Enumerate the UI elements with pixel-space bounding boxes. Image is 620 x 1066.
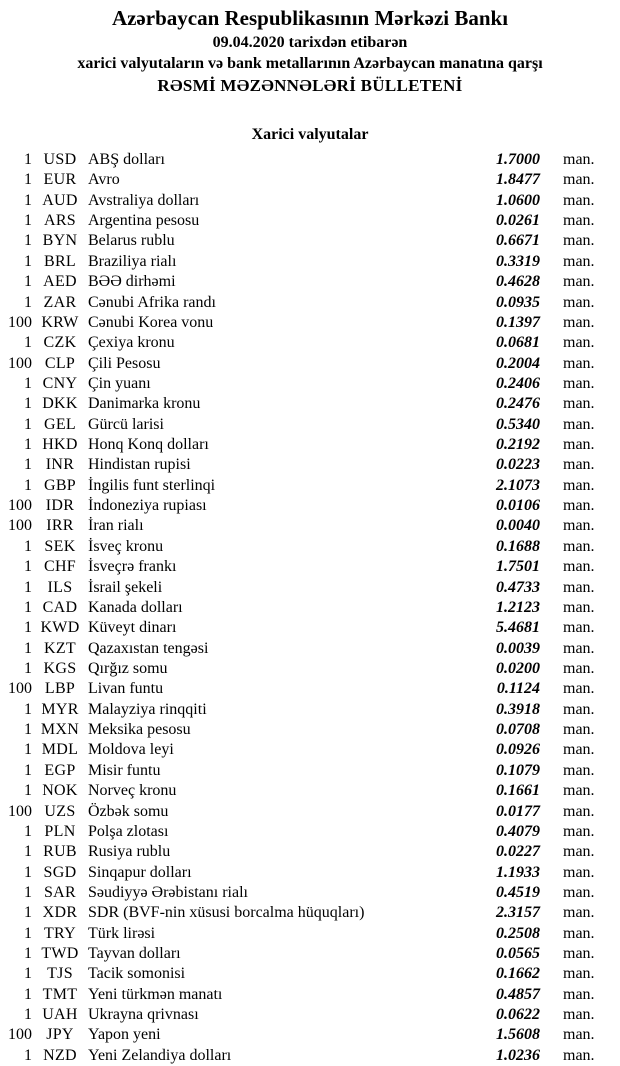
currency-name: Çili Pesosu: [88, 354, 161, 372]
unit-label: man.: [563, 1026, 595, 1044]
exchange-rate-row: [0, 170, 620, 190]
rate-value: 0.1662: [496, 965, 540, 983]
quantity-value: 1: [24, 374, 32, 392]
quantity-value: 1: [24, 985, 32, 1003]
exchange-rate-row: [0, 394, 620, 414]
exchange-rate-row: [0, 863, 620, 883]
currency-name: Belarus rublu: [88, 232, 175, 250]
quantity-value: 100: [8, 497, 32, 515]
rate-value: 0.1124: [496, 680, 540, 698]
unit-label: man.: [563, 476, 595, 494]
unit-label: man.: [563, 497, 595, 515]
currency-code: TJS: [47, 965, 73, 983]
currency-name: Kanada dolları: [88, 598, 183, 616]
unit-label: man.: [563, 578, 595, 596]
quantity-value: 1: [24, 334, 32, 352]
quantity-value: 1: [24, 721, 32, 739]
rate-value: 0.4079: [496, 822, 540, 840]
rate-value: 0.2406: [496, 374, 540, 392]
rate-value: 0.1397: [496, 313, 540, 331]
rate-value: 1.0600: [496, 191, 540, 209]
rate-value: 0.0039: [496, 639, 540, 657]
quantity-value: 1: [24, 232, 32, 250]
exchange-rate-row: [0, 598, 620, 618]
unit-label: man.: [563, 598, 595, 616]
currency-code: SAR: [43, 883, 77, 901]
currency-code: KWD: [40, 619, 80, 637]
currency-code: AED: [43, 273, 77, 291]
exchange-rate-row: [0, 740, 620, 760]
exchange-rate-row: [0, 252, 620, 272]
exchange-rate-row: [0, 435, 620, 455]
quantity-value: 1: [24, 273, 32, 291]
currency-code: KGS: [43, 659, 77, 677]
unit-label: man.: [563, 191, 595, 209]
currency-code: IRR: [46, 517, 74, 535]
exchange-rate-row: [0, 272, 620, 292]
currency-name: Cənubi Afrika randı: [88, 293, 216, 311]
currency-code: ARS: [43, 212, 77, 230]
rate-value: 2.3157: [496, 904, 540, 922]
unit-label: man.: [563, 680, 595, 698]
rate-value: 0.3319: [496, 252, 540, 270]
currency-name: Honq Konq dolları: [88, 436, 209, 454]
quantity-value: 1: [24, 659, 32, 677]
exchange-rate-row: [0, 1005, 620, 1025]
exchange-rate-row: [0, 1025, 620, 1045]
exchange-rate-row: [0, 822, 620, 842]
quantity-value: 1: [24, 1046, 32, 1064]
currency-code: TMT: [42, 985, 78, 1003]
exchange-rate-row: [0, 639, 620, 659]
unit-label: man.: [563, 883, 595, 901]
unit-label: man.: [563, 782, 595, 800]
currency-name: İngilis funt sterlinqi: [88, 476, 216, 494]
quantity-value: 1: [24, 741, 32, 759]
unit-label: man.: [563, 639, 595, 657]
rate-value: 0.3918: [496, 700, 540, 718]
currency-name: Norveç kronu: [88, 782, 177, 800]
currency-name: Qazaxıstan tengəsi: [88, 639, 209, 657]
unit-label: man.: [563, 313, 595, 331]
currency-code: EUR: [43, 171, 77, 189]
currency-name: Səudiyyə Ərəbistanı rialı: [88, 883, 248, 901]
currency-code: CZK: [43, 334, 77, 352]
currency-name: Polşa zlotası: [88, 822, 169, 840]
quantity-value: 1: [24, 883, 32, 901]
currency-code: XDR: [42, 904, 78, 922]
quantity-value: 1: [24, 863, 32, 881]
rate-value: 1.5608: [496, 1026, 540, 1044]
currency-code: NOK: [42, 782, 78, 800]
unit-label: man.: [563, 985, 595, 1003]
exchange-rate-row: [0, 496, 620, 516]
exchange-rate-row: [0, 313, 620, 333]
quantity-value: 1: [24, 395, 32, 413]
quantity-value: 1: [24, 171, 32, 189]
unit-label: man.: [563, 252, 595, 270]
quantity-value: 1: [24, 293, 32, 311]
rate-value: 2.1073: [496, 476, 540, 494]
currency-code: MXN: [40, 721, 80, 739]
quantity-value: 1: [24, 782, 32, 800]
currency-name: İsrail şekeli: [88, 578, 163, 596]
currency-code: PLN: [44, 822, 76, 840]
quantity-value: 1: [24, 191, 32, 209]
rate-value: 1.2123: [496, 598, 540, 616]
currency-name: Küveyt dinarı: [88, 619, 177, 637]
rate-value: 0.0681: [496, 334, 540, 352]
currency-name: Misir funtu: [88, 761, 161, 779]
currency-code: GBP: [43, 476, 77, 494]
currency-code: KRW: [41, 313, 79, 331]
effective-date-line: 09.04.2020 tarixdən etibarən: [212, 34, 408, 51]
rate-value: 1.7501: [496, 558, 540, 576]
unit-label: man.: [563, 822, 595, 840]
currency-code: BYN: [42, 232, 78, 250]
quantity-value: 100: [8, 354, 32, 372]
rate-value: 0.0926: [496, 741, 540, 759]
rate-value: 0.4628: [496, 273, 540, 291]
bulletin-header: [0, 0, 620, 97]
exchange-rate-row: [0, 964, 620, 984]
currency-name: Argentina pesosu: [88, 212, 200, 230]
quantity-value: 1: [24, 1006, 32, 1024]
currency-code: UZS: [44, 802, 76, 820]
exchange-rate-row: [0, 150, 620, 170]
rate-value: 0.4857: [496, 985, 540, 1003]
rate-value: 0.5340: [496, 415, 540, 433]
exchange-rate-row: [0, 516, 620, 536]
unit-label: man.: [563, 273, 595, 291]
bank-name-title: Azərbaycan Respublikasının Mərkəzi Bankı: [111, 6, 509, 30]
quantity-value: 1: [24, 700, 32, 718]
currency-name: Yeni Zelandiya dolları: [88, 1046, 232, 1064]
unit-label: man.: [563, 395, 595, 413]
rate-value: 0.1661: [496, 782, 540, 800]
exchange-rate-row: [0, 944, 620, 964]
currency-code: CNY: [42, 374, 78, 392]
rate-value: 0.0708: [496, 721, 540, 739]
currency-code: JPY: [46, 1026, 74, 1044]
currency-name: Avro: [88, 171, 120, 189]
rate-value: 0.4519: [496, 883, 540, 901]
rate-value: 0.2476: [496, 395, 540, 413]
currency-code: INR: [45, 456, 75, 474]
quantity-value: 1: [24, 456, 32, 474]
rate-value: 0.6671: [496, 232, 540, 250]
unit-label: man.: [563, 293, 595, 311]
currency-name: Avstraliya dolları: [88, 191, 200, 209]
unit-label: man.: [563, 721, 595, 739]
quantity-value: 1: [24, 212, 32, 230]
currency-name: Cənubi Korea vonu: [88, 313, 214, 331]
currency-code: TWD: [41, 945, 79, 963]
quantity-value: 1: [24, 537, 32, 555]
unit-label: man.: [563, 151, 595, 168]
quantity-value: 1: [24, 639, 32, 657]
quantity-value: 1: [24, 619, 32, 637]
unit-label: man.: [563, 1046, 595, 1064]
currency-name: Tacik somonisi: [88, 965, 186, 983]
exchange-rate-row: [0, 476, 620, 496]
currency-name: Braziliya rialı: [88, 252, 177, 270]
exchange-rate-row: [0, 679, 620, 699]
rate-value: 0.4733: [496, 578, 540, 596]
currency-name: Meksika pesosu: [88, 721, 191, 739]
exchange-rate-row: [0, 720, 620, 740]
currency-code: ILS: [47, 578, 73, 596]
exchange-rate-row: [0, 333, 620, 353]
exchange-rate-row: [0, 231, 620, 251]
quantity-value: 1: [24, 252, 32, 270]
unit-label: man.: [563, 354, 595, 372]
exchange-rate-row: [0, 802, 620, 822]
unit-label: man.: [563, 517, 595, 535]
currency-code: RUB: [43, 843, 77, 861]
currency-code: SGD: [43, 863, 77, 881]
rate-value: 0.0227: [496, 843, 540, 861]
exchange-rate-row: [0, 354, 620, 374]
rate-value: 0.1688: [496, 537, 540, 555]
quantity-value: 1: [24, 965, 32, 983]
currency-code: CLP: [44, 354, 76, 372]
exchange-rate-row: [0, 903, 620, 923]
rate-value: 5.4681: [496, 619, 540, 637]
unit-label: man.: [563, 700, 595, 718]
currency-name: Livan funtu: [88, 680, 164, 698]
quantity-value: 1: [24, 476, 32, 494]
currency-code: MDL: [41, 741, 79, 759]
unit-label: man.: [563, 558, 595, 576]
currency-name: Tayvan dolları: [88, 945, 181, 963]
currency-code: MYR: [41, 700, 79, 718]
currency-code: HKD: [42, 436, 78, 454]
unit-label: man.: [563, 537, 595, 555]
quantity-value: 100: [8, 802, 32, 820]
currency-name: BƏƏ dirhəmi: [88, 273, 176, 291]
exchange-rate-row: [0, 924, 620, 944]
unit-label: man.: [563, 374, 595, 392]
currency-name: Yapon yeni: [88, 1026, 161, 1044]
rate-value: 0.1079: [496, 761, 540, 779]
exchange-rate-row: [0, 374, 620, 394]
rate-value: 0.0106: [496, 497, 540, 515]
currency-name: İran rialı: [88, 517, 144, 535]
currency-name: Gürcü larisi: [88, 415, 164, 433]
currency-name: ABŞ dolları: [88, 151, 165, 168]
exchange-rate-row: [0, 781, 620, 801]
exchange-rate-row: [0, 293, 620, 313]
exchange-rate-row: [0, 578, 620, 598]
rate-value: 0.2004: [496, 354, 540, 372]
rate-value: 1.1933: [496, 863, 540, 881]
currency-code: LBP: [44, 680, 76, 698]
unit-label: man.: [563, 456, 595, 474]
quantity-value: 1: [24, 924, 32, 942]
quantity-value: 1: [24, 558, 32, 576]
quantity-value: 1: [24, 843, 32, 861]
rate-value: 0.0177: [496, 802, 540, 820]
unit-label: man.: [563, 171, 595, 189]
rate-value: 0.0200: [496, 659, 540, 677]
unit-label: man.: [563, 741, 595, 759]
currency-name: Hindistan rupisi: [88, 456, 191, 474]
exchange-rate-row: [0, 1046, 620, 1066]
unit-label: man.: [563, 761, 595, 779]
quantity-value: 1: [24, 822, 32, 840]
exchange-rate-row: [0, 211, 620, 231]
quantity-value: 1: [24, 761, 32, 779]
unit-label: man.: [563, 863, 595, 881]
rate-value: 1.8477: [496, 171, 540, 189]
currency-code: BRL: [43, 252, 77, 270]
quantity-value: 100: [8, 1026, 32, 1044]
unit-label: man.: [563, 415, 595, 433]
quantity-value: 1: [24, 598, 32, 616]
quantity-value: 1: [24, 904, 32, 922]
bulletin-subtitle: xarici valyutaların və bank metallarının Azərbaycan manatına qarşı: [77, 55, 543, 72]
rate-value: 0.0040: [496, 517, 540, 535]
unit-label: man.: [563, 802, 595, 820]
unit-label: man.: [563, 334, 595, 352]
rate-value: 0.0261: [496, 212, 540, 230]
currency-name: SDR (BVF-nin xüsusi borcalma hüquqları): [88, 904, 365, 922]
currency-code: DKK: [42, 395, 78, 413]
unit-label: man.: [563, 659, 595, 677]
quantity-value: 1: [24, 945, 32, 963]
rate-value: 0.0935: [496, 293, 540, 311]
currency-name: Malayziya rinqqiti: [88, 700, 207, 718]
exchange-rate-row: [0, 985, 620, 1005]
currency-name: Qırğız somu: [88, 659, 168, 677]
currency-code: USD: [43, 151, 77, 168]
currency-name: Sinqapur dolları: [88, 863, 192, 881]
exchange-rate-row: [0, 659, 620, 679]
quantity-value: 100: [8, 680, 32, 698]
currency-name: İndoneziya rupiası: [88, 497, 207, 515]
rate-value: 0.2192: [496, 436, 540, 454]
exchange-rate-row: [0, 557, 620, 577]
exchange-rate-row: [0, 415, 620, 435]
currency-code: EGP: [44, 761, 76, 779]
unit-label: man.: [563, 965, 595, 983]
unit-label: man.: [563, 212, 595, 230]
rate-value: 0.0223: [496, 456, 540, 474]
unit-label: man.: [563, 904, 595, 922]
quantity-value: 1: [24, 151, 32, 168]
unit-label: man.: [563, 232, 595, 250]
currency-code: ZAR: [43, 293, 77, 311]
exchange-rate-row: [0, 700, 620, 720]
unit-label: man.: [563, 436, 595, 454]
exchange-rate-row: [0, 455, 620, 475]
quantity-value: 1: [24, 436, 32, 454]
unit-label: man.: [563, 619, 595, 637]
currency-name: Ukrayna qrivnası: [88, 1006, 199, 1024]
section-title-foreign-currencies: Xarici valyutalar: [251, 126, 369, 143]
official-rates-bulletin-title: RƏSMİ MƏZƏNNƏLƏRİ BÜLLETENİ: [157, 76, 463, 95]
currency-code: AUD: [42, 191, 78, 209]
currency-code: UAH: [42, 1006, 78, 1024]
quantity-value: 1: [24, 415, 32, 433]
rate-value: 0.0622: [496, 1006, 540, 1024]
exchange-rates-table: [0, 150, 620, 1066]
quantity-value: 1: [24, 578, 32, 596]
exchange-rate-row: [0, 191, 620, 211]
currency-name: Danimarka kronu: [88, 395, 201, 413]
exchange-rate-row: [0, 883, 620, 903]
quantity-value: 100: [8, 313, 32, 331]
unit-label: man.: [563, 924, 595, 942]
currency-name: Rusiya rublu: [88, 843, 171, 861]
currency-name: Türk lirəsi: [88, 924, 156, 942]
exchange-rate-row: [0, 618, 620, 638]
exchange-rate-row: [0, 842, 620, 862]
currency-code: CAD: [42, 598, 78, 616]
exchange-rate-row: [0, 761, 620, 781]
currency-code: NZD: [43, 1046, 77, 1064]
currency-name: Yeni türkmən manatı: [88, 985, 223, 1003]
currency-name: Moldova leyi: [88, 741, 174, 759]
rate-value: 0.0565: [496, 945, 540, 963]
currency-code: SEK: [44, 537, 76, 555]
currency-name: Çin yuanı: [88, 374, 151, 392]
currency-code: GEL: [43, 415, 76, 433]
quantity-value: 100: [8, 517, 32, 535]
rate-value: 1.7000: [496, 151, 540, 168]
currency-name: İsveç kronu: [88, 537, 164, 555]
unit-label: man.: [563, 1006, 595, 1024]
currency-name: İsveçrə frankı: [88, 558, 177, 576]
currency-code: IDR: [45, 497, 75, 515]
currency-code: KZT: [43, 639, 76, 657]
rate-value: 1.0236: [496, 1046, 540, 1064]
currency-name: Çexiya kronu: [88, 334, 175, 352]
unit-label: man.: [563, 843, 595, 861]
rate-value: 0.2508: [496, 924, 540, 942]
unit-label: man.: [563, 945, 595, 963]
exchange-rate-row: [0, 537, 620, 557]
currency-name: Özbək somu: [88, 802, 169, 820]
currency-code: CHF: [43, 558, 77, 576]
currency-code: TRY: [43, 924, 77, 942]
